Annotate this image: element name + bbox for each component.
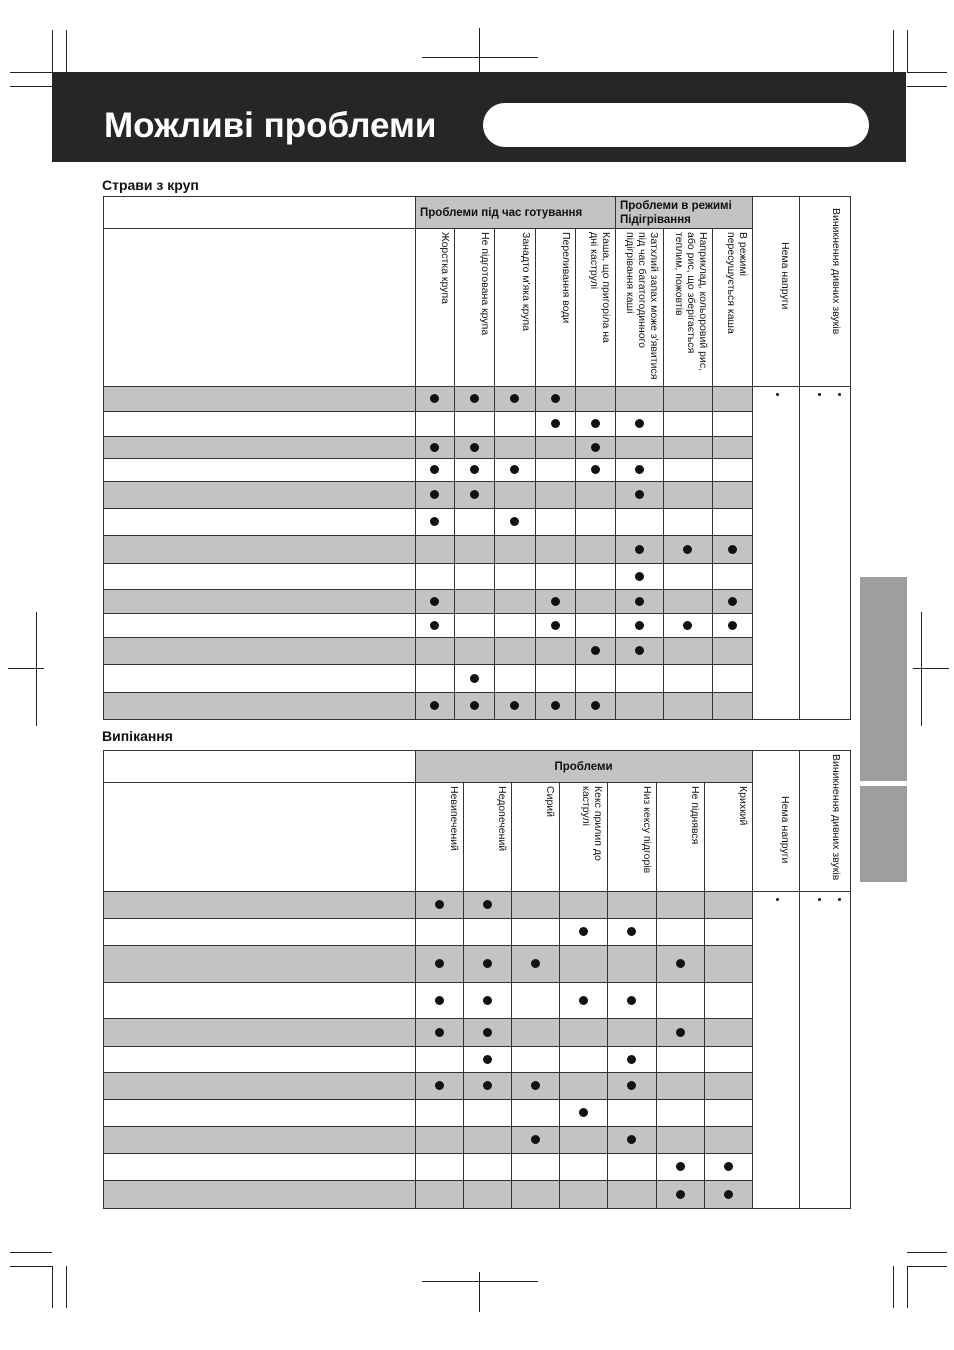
mark-dot [635,490,644,499]
crop-mark [52,30,53,72]
mark-dot [430,517,439,526]
mark-dot [430,443,439,452]
mark-dot [627,1135,636,1144]
column-header-label: Крихкий [737,786,749,826]
crop-mark [10,86,52,87]
mark-dot [683,545,692,554]
mark-dot [430,621,439,630]
table-vline [799,196,800,719]
group-header-label: Проблеми під час готування [420,207,583,219]
mark-dot [430,465,439,474]
mark-dot [579,927,588,936]
mark-dot [430,597,439,606]
mark-dot [551,394,560,403]
mark-dot [724,1162,733,1171]
crop-mark [36,612,37,726]
column-header-label: Жорстка крупа [439,232,451,304]
column-header-label: Затхлий запах може з'явитися під час багатогодинного підігрівання каші [624,232,660,380]
table-vline [704,782,705,1208]
mark-dot [635,419,644,428]
table-hline [103,1099,752,1100]
table-vline [575,228,576,719]
mark-dot [483,959,492,968]
column-header-label: Не підготована крупа [479,232,491,336]
mark-dot [470,490,479,499]
table-hline [103,436,752,437]
mark-dot [470,394,479,403]
mark-dot [510,701,519,710]
mark-dot [430,490,439,499]
small-dot [838,898,841,901]
crop-mark [907,1266,947,1267]
table-hline [103,1126,752,1127]
crop-mark [479,1272,480,1312]
column-header-label: Нема напруги [779,242,791,310]
mark-dot [635,545,644,554]
mark-dot [510,517,519,526]
column-header-label: Сирий [544,786,556,818]
mark-dot [470,443,479,452]
crop-mark [66,1266,67,1308]
table-hline [103,1180,752,1181]
mark-dot [627,1055,636,1064]
mark-dot [591,419,600,428]
table-hline [103,1046,752,1047]
group-header-label: Проблеми [554,761,613,773]
crop-mark [10,72,52,73]
side-tab [860,786,907,882]
table-hline [103,1072,752,1073]
column-header-label: В режимі пересушується каша [725,232,749,334]
table-hline [103,982,752,983]
table-hline [103,411,752,412]
mark-dot [627,996,636,1005]
mark-dot [728,597,737,606]
table-hline [103,563,752,564]
table-vline [799,750,800,1208]
mark-dot [430,701,439,710]
column-header-label: Не піднявся [689,786,701,845]
small-dot [838,393,841,396]
mark-dot [435,996,444,1005]
page-title: Можливі проблеми [104,106,437,145]
table-hline [103,481,752,482]
crop-mark [907,72,947,73]
crop-mark [52,1266,53,1308]
mark-dot [551,419,560,428]
crop-mark [907,86,947,87]
mark-dot [635,646,644,655]
mark-dot [470,674,479,683]
table-vline [454,228,455,719]
table-vline [752,750,753,1208]
crop-mark [893,1266,894,1308]
column-header-label: Кекс прилип до каструлі [580,786,604,861]
mark-dot [728,545,737,554]
mark-dot [531,1081,540,1090]
table-vline [463,782,464,1208]
table-hline [103,508,752,509]
mark-dot [470,701,479,710]
mark-dot [635,621,644,630]
mark-dot [510,394,519,403]
column-header-label: Невипечений [448,786,460,851]
mark-dot [551,621,560,630]
section-title-grains: Страви з круп [102,177,199,193]
table-vline [656,782,657,1208]
group-header-label: Проблеми в режимі Підігрівання [620,200,732,226]
table-hline [103,945,752,946]
mark-dot [676,1162,685,1171]
column-header-label: Каша, що пригоріла на дні каструлі [588,232,612,343]
crop-mark [10,1252,52,1253]
mark-dot [551,701,560,710]
mark-dot [483,1055,492,1064]
table-vline [712,228,713,719]
table-hline [103,458,752,459]
mark-dot [531,1135,540,1144]
column-header-label: Низ кексу підгорів [641,786,653,874]
column-header-label: Занадто м'яка крупа [520,232,532,331]
crop-mark [907,1266,908,1308]
crop-mark [913,668,949,669]
table-hline [103,589,752,590]
table-vline [607,782,608,1208]
crop-mark [8,668,44,669]
section-title-baking: Випікання [102,728,173,744]
table-hline [103,692,752,693]
table-vline [494,228,495,719]
mark-dot [683,621,692,630]
mark-dot [591,443,600,452]
mark-dot [676,959,685,968]
mark-dot [591,646,600,655]
mark-dot [551,597,560,606]
table-hline [103,386,850,387]
table-vline [511,782,512,1208]
table-hline [103,535,752,536]
header-pill [483,103,869,147]
small-dot [776,393,779,396]
table-hline [103,918,752,919]
mark-dot [483,1028,492,1037]
column-header-label: Виникнення дивних звуків [830,208,842,335]
table-vline [415,750,416,1208]
mark-dot [627,927,636,936]
small-dot [776,898,779,901]
mark-dot [483,1081,492,1090]
table-hline [103,891,850,892]
small-dot [818,393,821,396]
table-vline [663,228,664,719]
mark-dot [635,597,644,606]
mark-dot [724,1190,733,1199]
table-hline [103,637,752,638]
table-vline [752,196,753,719]
crop-mark [10,1266,52,1267]
crop-mark [422,57,538,58]
table-hline [103,782,752,783]
mark-dot [635,465,644,474]
crop-mark [907,1252,947,1253]
mark-dot [531,959,540,968]
table-vline [559,782,560,1208]
mark-dot [728,621,737,630]
mark-dot [676,1190,685,1199]
mark-dot [591,465,600,474]
small-dot [818,898,821,901]
mark-dot [430,394,439,403]
mark-dot [579,996,588,1005]
table-hline [103,613,752,614]
mark-dot [627,1081,636,1090]
crop-mark [921,612,922,726]
table-hline [103,664,752,665]
column-header-label: Переливання води [560,232,572,324]
column-header-label: Наприклад, кольоровий рис, або рис, що зберігається теплим, пожовтів [673,232,709,371]
side-tab [860,577,907,781]
table-vline [535,228,536,719]
table-hline [103,228,752,229]
table-hline [103,1018,752,1019]
crop-mark [479,28,480,72]
mark-dot [510,465,519,474]
mark-dot [435,959,444,968]
mark-dot [579,1108,588,1117]
table-hline [103,1153,752,1154]
column-header-label: Нема напруги [779,796,791,864]
crop-mark [66,30,67,72]
mark-dot [635,572,644,581]
column-header-label: Виникнення дивних звуків [830,754,842,881]
crop-mark [893,30,894,72]
crop-mark [422,1281,538,1282]
mark-dot [676,1028,685,1037]
crop-mark [907,30,908,72]
mark-dot [435,1081,444,1090]
mark-dot [483,996,492,1005]
mark-dot [591,701,600,710]
mark-dot [483,900,492,909]
mark-dot [470,465,479,474]
column-header-label: Недопечений [496,786,508,852]
mark-dot [435,900,444,909]
mark-dot [435,1028,444,1037]
